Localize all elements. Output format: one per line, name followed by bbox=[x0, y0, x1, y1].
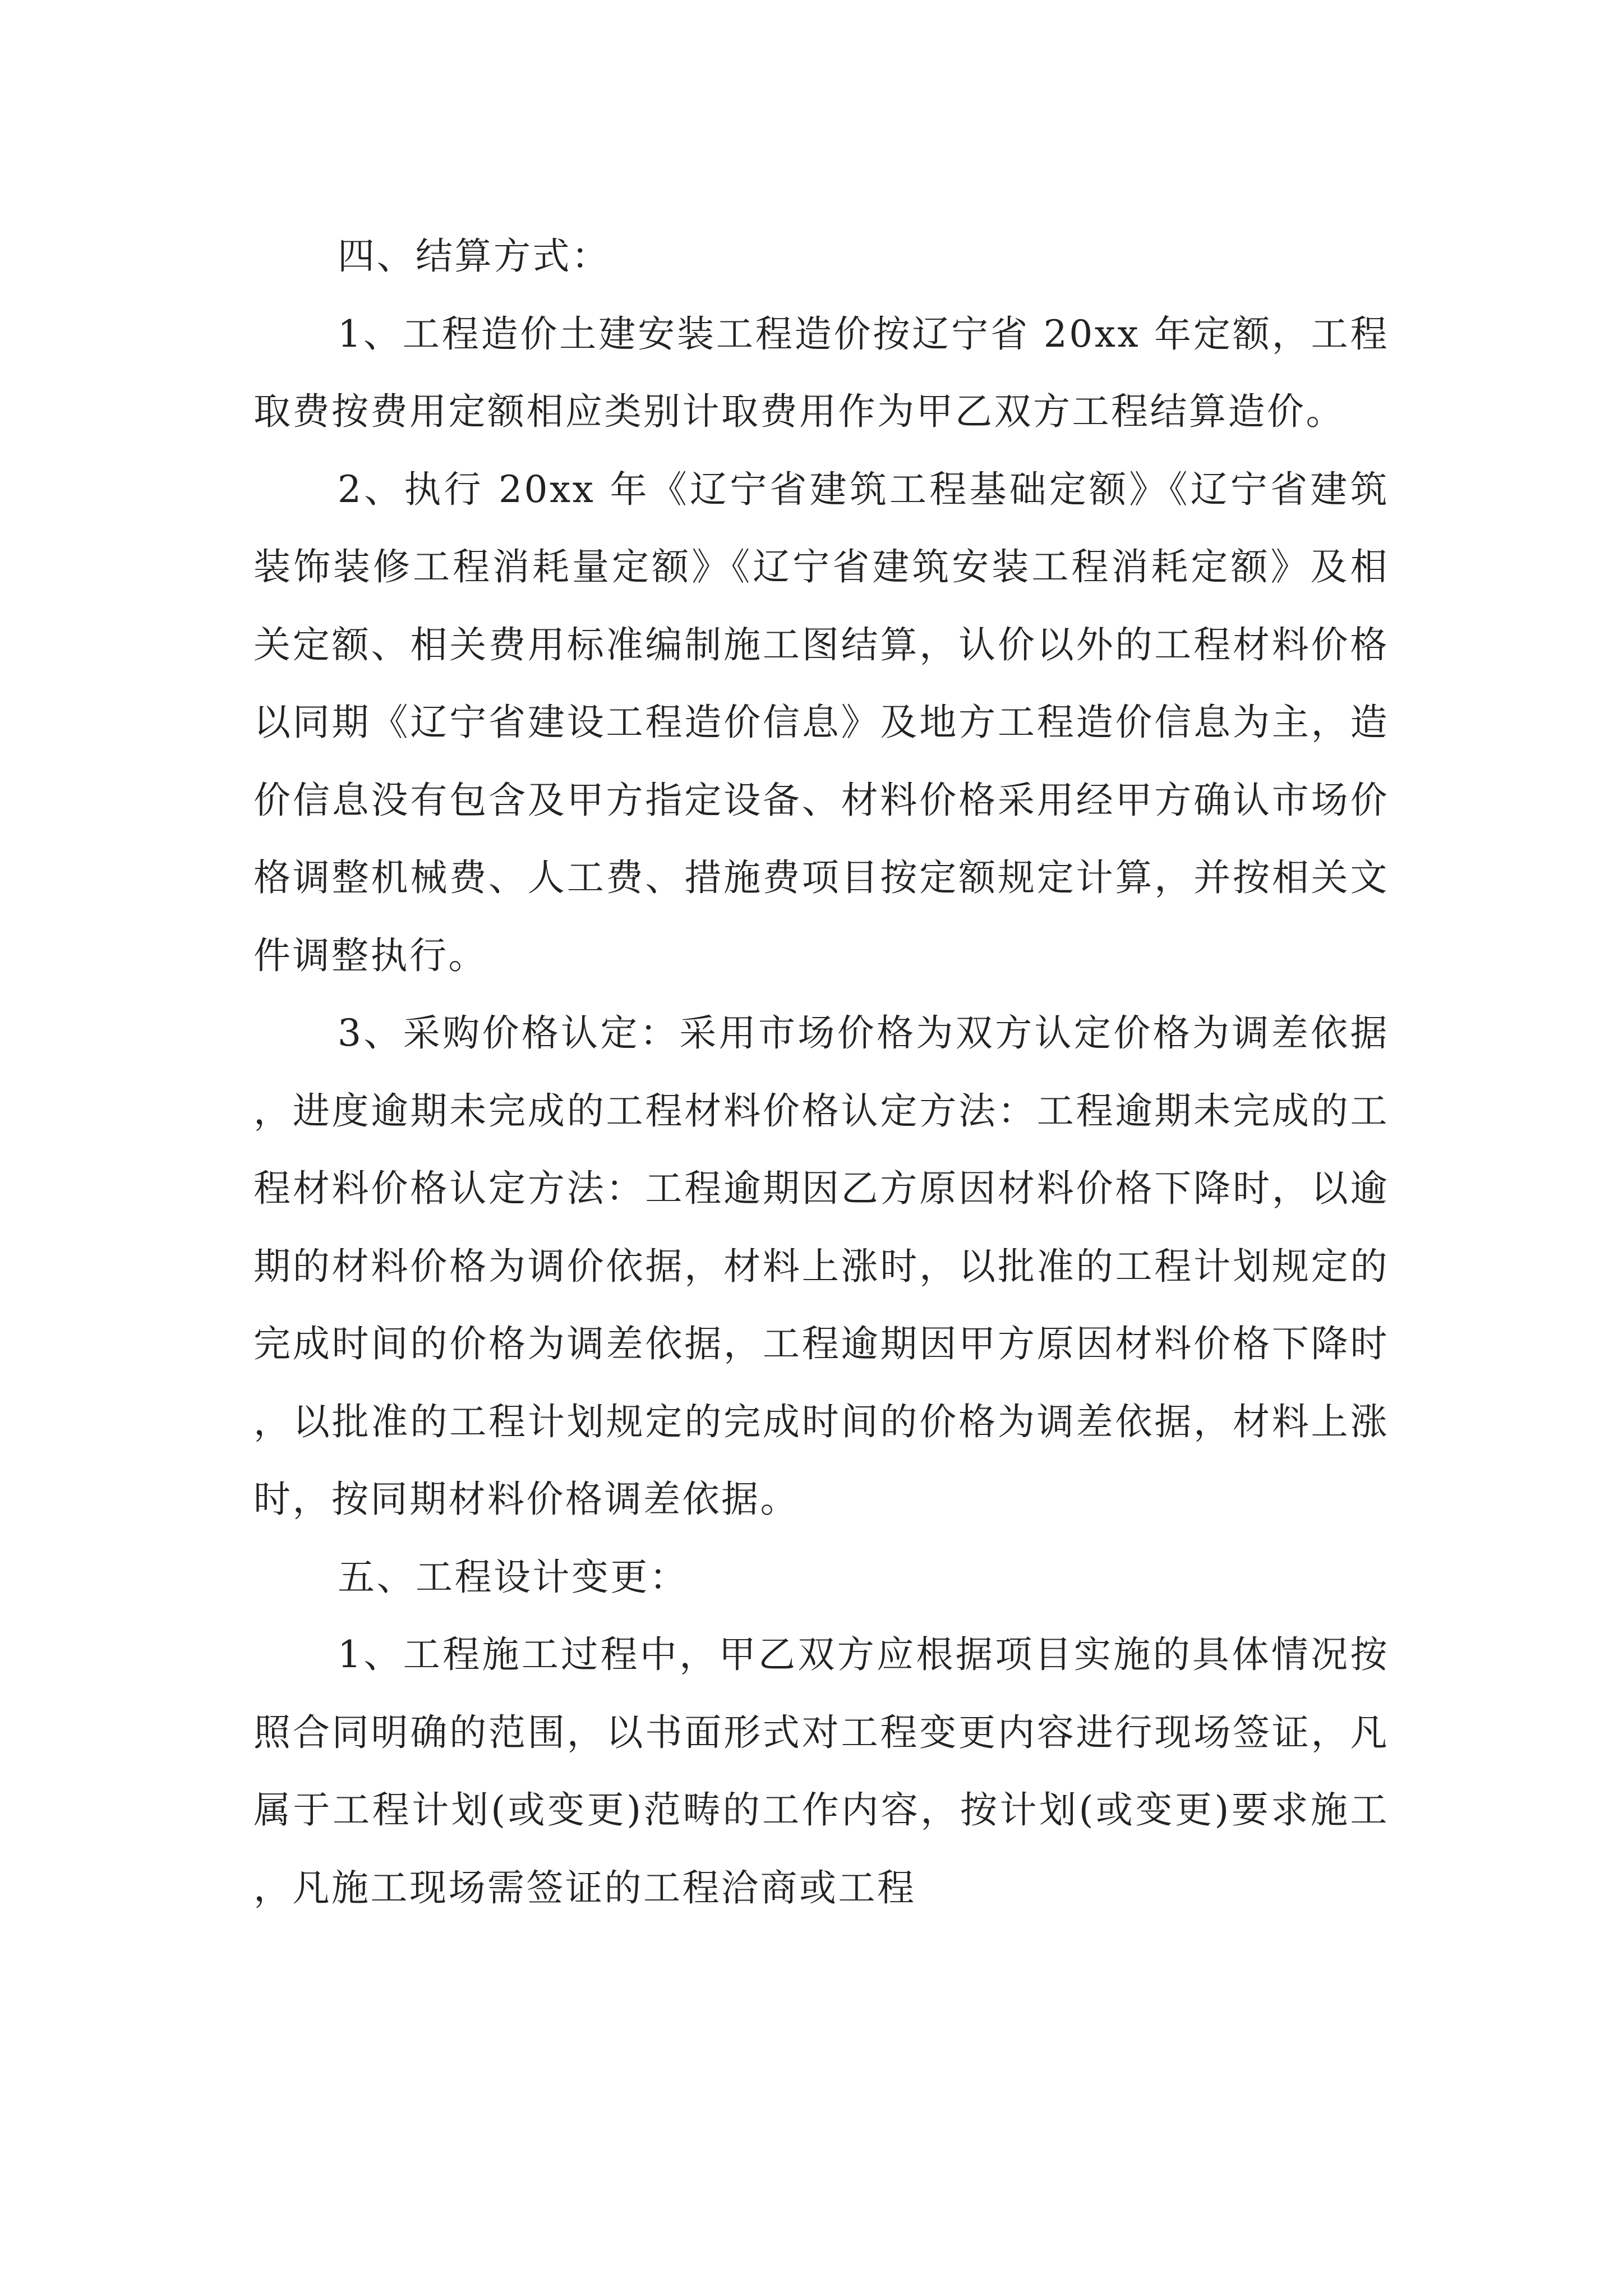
paragraph-settlement-3: 3、采购价格认定：采用市场价格为双方认定价格为调差依据，进度逾期未完成的工程材料价格认定方法：工程逾期未完成的工程材料价格认定方法：工程逾期因乙方原因材料价格下降时，以逾期的材料价格为调价依据，材料上涨时，以批准的工程计划规定的完成时间的价格为调差依据，工程逾期因甲方原因材料价格下降时，以批准的工程计划规定的完成时间的价格为调差依据，材料上涨时，按同期材料价格调差依据。 bbox=[253, 1011, 1389, 1521]
document-body bbox=[253, 218, 1389, 1927]
section-heading-settlement: 四、结算方式： bbox=[338, 234, 611, 278]
paragraph-design-change-1: 1、工程施工过程中，甲乙双方应根据项目实施的具体情况按照合同明确的范围，以书面形式对工程变更内容进行现场签证，凡属于工程计划(或变更)范畴的工作内容，按计划(或变更)要求施工，凡施工现场需签证的工程洽商或工程 bbox=[253, 1633, 1389, 1910]
paragraph-settlement-2: 2、执行 20xx 年《辽宁省建筑工程基础定额》《辽宁省建筑装饰装修工程消耗量定额》《辽宁省建筑安装工程消耗定额》及相关定额、相关费用标准编制施工图结算，认价以外的工程材料价格以同期《辽宁省建设工程造价信息》及地方工程造价信息为主，造价信息没有包含及甲方指定设备、材料价格采用经甲方确认市场价格调整机械费、人工费、措施费项目按定额规定计算，并按相关文件调整执行。 bbox=[253, 467, 1389, 977]
paragraph-settlement-1: 1、工程造价土建安装工程造价按辽宁省 20xx 年定额，工程取费按费用定额相应类别计取费用作为甲乙双方工程结算造价。 bbox=[253, 312, 1389, 433]
section-heading-design-change: 五、工程设计变更： bbox=[338, 1555, 689, 1599]
